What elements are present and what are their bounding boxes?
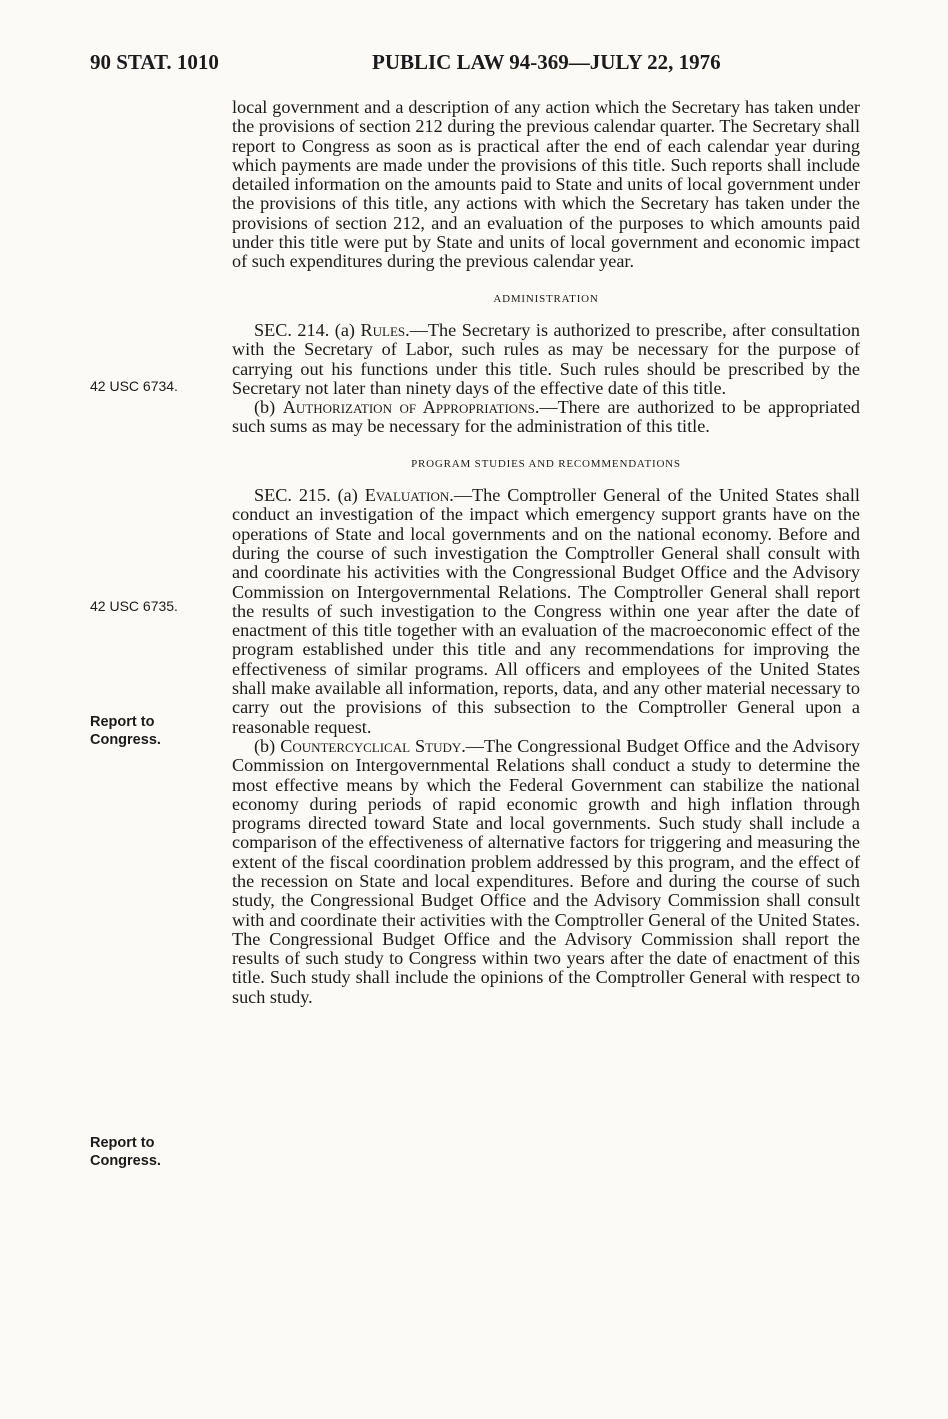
- section-215-a-title: Evaluation.: [364, 485, 454, 506]
- margin-note-line: Report to: [90, 1135, 155, 1151]
- page-title: PUBLIC LAW 94-369—JULY 22, 1976: [372, 50, 721, 74]
- section-214-a-text: —The Secretary is authorized to prescribe, after consultation with the Secretary of Labor, such rules as may be necessary for the purpose of carrying out his functions under this title. Such rules should be prescribed by the Secretary not later than ninety days of the effective date of this title.: [232, 319, 860, 398]
- margin-note-report-to-congress-1: [90, 713, 161, 749]
- margin-note-line: Report to: [90, 714, 155, 730]
- margin-note-line: Congress.: [90, 732, 161, 748]
- margin-note-line: Congress.: [90, 1153, 161, 1169]
- body-text-column: [232, 98, 860, 1007]
- section-214-b-text: —There are authorized to be appropriated such sums as may be necessary for the administration of this title.: [232, 397, 860, 437]
- page-header: [90, 50, 860, 80]
- heading-administration: ADMINISTRATION: [493, 292, 599, 305]
- section-215-b-prefix: (b): [254, 735, 281, 756]
- section-214-a: [232, 321, 860, 398]
- section-215-b: [232, 737, 860, 1007]
- margin-note-usc-6734: 42 USC 6734.: [90, 378, 178, 394]
- section-215-a: [232, 486, 860, 737]
- section-215-b-title: Countercyclical Study.: [280, 735, 466, 756]
- section-214-b-title: Authorization of Appropriations.: [282, 397, 540, 418]
- margin-note-usc-6735: 42 USC 6735.: [90, 598, 178, 614]
- section-214-b: [232, 398, 860, 437]
- section-215-b-text: —The Congressional Budget Office and the Advisory Commission on Intergovernmental Relations shall conduct a study to determine the most effective means by which the Federal Government can stabilize the national economy during periods of rapid economic growth and high inflation through programs directed toward State and local governments. Such study shall include a comparison of the effectiveness of alternative factors for triggering and measuring the extent of the fiscal coordination problem addressed by this program, and the effect of the recession on State and local expenditures. Before and during the course of such study, the Congressional Budget Office and the Advisory Commission shall consult with and coordinate their activities with the Comptroller General of the United States. The Congressional Budget Office and the Advisory Commission shall report the results of such study to Congress within two years after the date of enactment of this title. Such study shall include the opinions of the Comptroller General with respect to such study.: [232, 735, 860, 1007]
- section-214-prefix: SEC. 214. (a): [254, 319, 361, 340]
- heading-program-studies: PROGRAM STUDIES AND RECOMMENDATIONS: [411, 457, 681, 470]
- margin-note-report-to-congress-2: [90, 1134, 161, 1170]
- section-215-prefix: SEC. 215. (a): [254, 485, 365, 506]
- stat-page-number: 90 STAT. 1010: [90, 50, 219, 74]
- section-214-a-title: Rules.: [360, 319, 410, 340]
- section-215-a-text: —The Comptroller General of the United States shall conduct an investigation of the impact which emergency support grants have on the operations of State and local governments and on the national economy. Before and during the course of such investigation the Comptroller General shall consult with and coordinate his activities with the Congressional Budget Office and the Advisory Commission on Intergovernmental Relations. The Comptroller General shall report the results of such investigation to the Congress within one year after the date of enactment of this title together with an evaluation of the macroeconomic effect of the program established under this title and any recommendations for improving the effectiveness of similar programs. All officers and employees of the United States shall make available all information, reports, data, and any other material necessary to carry out the provisions of this subsection to the Comptroller General upon a reasonable request.: [232, 485, 860, 737]
- section-214-b-prefix: (b): [254, 397, 283, 418]
- paragraph-intro: local government and a description of any action which the Secretary has taken under the provisions of section 212 during the previous calendar quarter. The Secretary shall report to Congress as soon as is practical after the end of each calendar year during which payments are made under the provisions of this title. Such reports shall include detailed information on the amounts paid to State and units of local government under the provisions of this title, any actions with which the Secretary has taken under the provisions of section 212, and an evaluation of the purposes to which amounts paid under this title were put by State and units of local government and economic impact of such expenditures during the previous calendar year.: [232, 97, 860, 272]
